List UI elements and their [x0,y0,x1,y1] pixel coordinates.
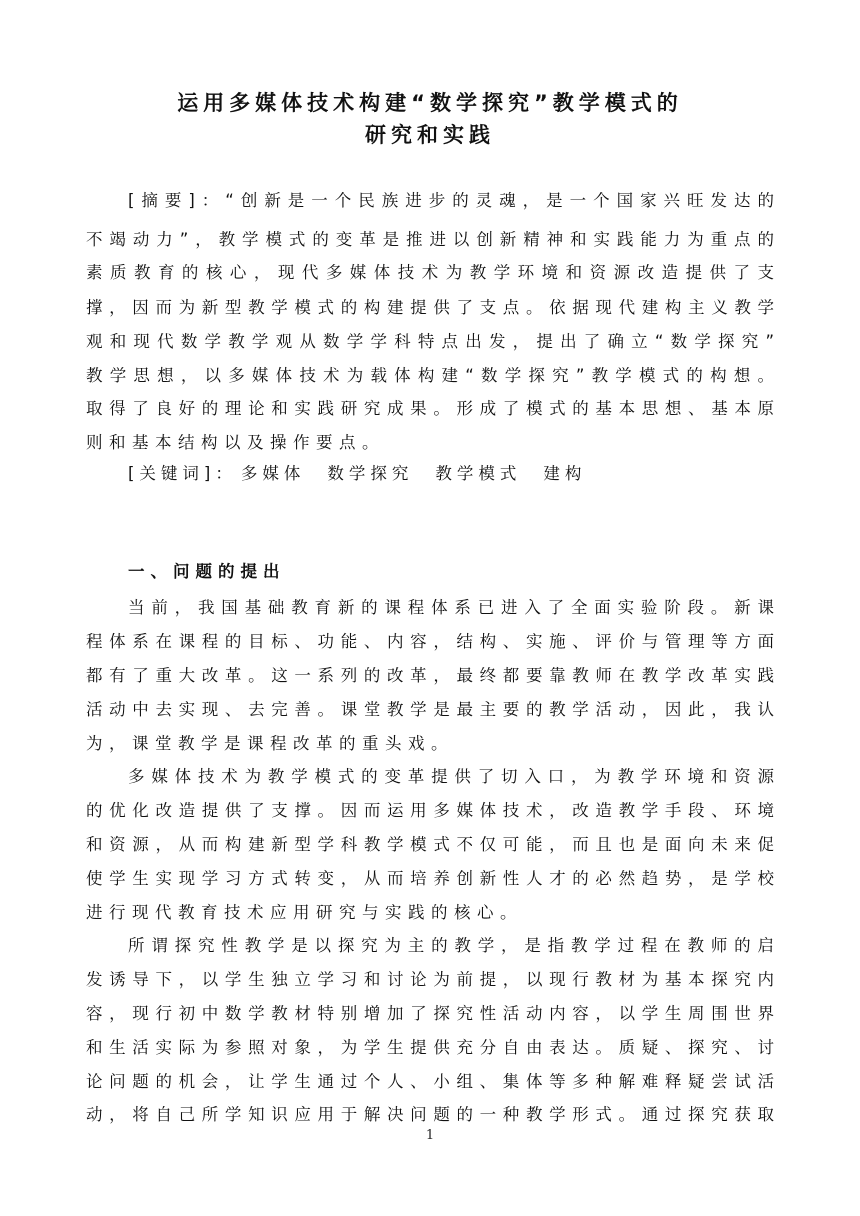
abstract-line: [摘要]：“创新是一个民族进步的灵魂，是一个国家兴旺发达的 [128,191,774,210]
keyword: 数学探究 [327,464,414,483]
body-line: 程体系在课程的目标、功能、内容，结构、实施、评价与管理等方面 [86,632,774,651]
abstract-line: 撑，因而为新型教学模式的构建提供了支点。依据现代建构主义教学 [86,298,774,317]
body-line: 为，课堂教学是课程改革的重头戏。 [86,734,454,753]
body-line: 和生活实际为参照对象，为学生提供充分自由表达。质疑、探究、讨 [86,1038,774,1057]
body-line: 发诱导下，以学生独立学习和讨论为前提，以现行教材为基本探究内 [86,970,774,989]
body-line: 的优化改造提供了支撑。因而运用多媒体技术，改造教学手段、环境 [86,801,774,820]
body-line: 进行现代教育技术应用研究与实践的核心。 [86,903,523,922]
abstract-line: 不竭动力”，教学模式的变革是推进以创新精神和实践能力为重点的 [86,230,774,249]
abstract-line: 取得了良好的理论和实践研究成果。形成了模式的基本思想、基本原 [86,399,774,418]
keyword: 教学模式 [435,464,522,483]
body-line: 都有了重大改革。这一系列的改革，最终都要靠教师在教学改革实践 [86,666,774,685]
abstract-line: 则和基本结构以及操作要点。 [86,433,385,452]
body-line: 当前，我国基础教育新的课程体系已进入了全面实验阶段。新课 [128,598,774,617]
body-line: 所谓探究性教学是以探究为主的教学，是指教学过程在教师的启 [128,936,774,955]
keyword: 多媒体 [240,464,306,483]
keywords-label: [关键词]： [128,464,237,483]
body-line: 动，将自己所学知识应用于解决问题的一种教学形式。通过探究获取 [86,1105,774,1124]
keywords-line [128,463,608,485]
body-line: 论问题的机会，让学生通过个人、小组、集体等多种解难释疑尝试活 [86,1072,774,1091]
body-line: 多媒体技术为教学模式的变革提供了切入口，为教学环境和资源 [128,767,774,786]
body-line: 活动中去实现、去完善。课堂教学是最主要的教学活动，因此，我认 [86,700,774,719]
abstract-line: 素质教育的核心，现代多媒体技术为教学环境和资源改造提供了支 [86,263,774,282]
document-title-line-2: 研究和实践 [365,123,495,147]
section-heading: 一、问题的提出 [128,562,286,581]
body-line: 使学生实现学习方式转变，从而培养创新性人才的必然趋势，是学校 [86,869,774,888]
abstract-line: 观和现代数学教学观从数学学科特点出发，提出了确立“数学探究” [86,332,774,351]
abstract-line: 教学思想，以多媒体技术为载体构建“数学探究”教学模式的构想。 [86,366,774,385]
page-number: 1 [425,1128,435,1143]
keyword: 建构 [543,464,587,483]
body-line: 容，现行初中数学教材特别增加了探究性活动内容，以学生周围世界 [86,1004,774,1023]
document-title-line-1: 运用多媒体技术构建“数学探究”教学模式的 [177,91,683,115]
body-line: 和资源，从而构建新型学科教学模式不仅可能，而且也是面向未来促 [86,835,774,854]
